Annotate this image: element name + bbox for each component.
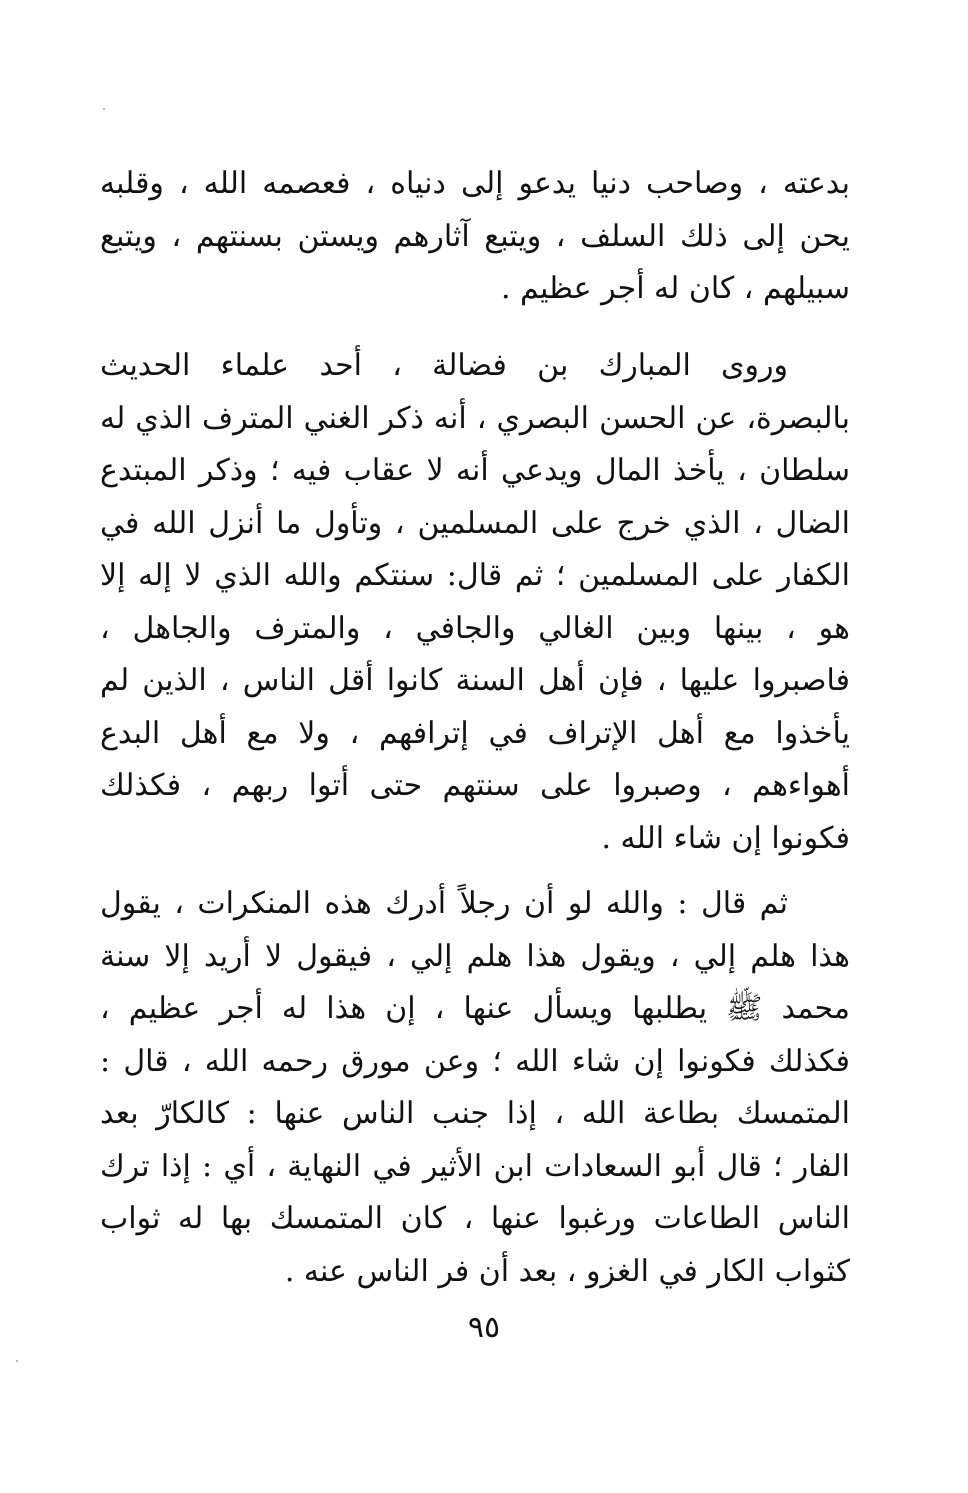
text-line: الناس الطاعات ورغبوا عنها ، كان المتمسك بها له ثواب [100,1201,850,1236]
paragraph-3 [100,878,850,1298]
text-line: هو ، بينها وبين الغالي والجافي ، والمترف والجاهل ، [100,610,850,646]
text-line: يحن إلى ذلك السلف ، ويتبع آثارهم ويستن بسنتهم ، ويتبع [100,218,850,254]
text-line: سبيلهم ، كان له أجر عظيم . [500,271,850,306]
text-line: هذا هلم إلي ، ويقول هذا هلم إلي ، فيقول لا أريد إلا سنة [100,938,850,974]
paragraph-2 [100,340,850,865]
text-line: المتمسك بطاعة الله ، إذا جنب الناس عنها : كالكارّ بعد [100,1096,850,1131]
text-line: بالبصرة، عن الحسن البصري ، أنه ذكر الغني المترف الذي له [100,400,850,436]
text-line: ثم قال : والله لو أن رجلاً أدرك هذه المنكرات ، يقول [100,886,788,921]
text-line: يأخذوا مع أهل الإتراف في إترافهم ، ولا مع أهل البدع [100,715,850,751]
text-line: أهواءهم ، وصبروا على سنتهم حتى أتوا ربهم ، فكذلك [100,768,850,803]
page-number: ٩٥ [467,1310,501,1345]
text-line: سلطان ، يأخذ المال ويدعي أنه لا عقاب فيه ؛ وذكر المبتدع [100,453,850,488]
scan-speck [16,1360,18,1362]
scan-speck [103,108,105,110]
text-line: محمد ﷺ يطلبها ويسأل عنها ، إن هذا له أجر عظيم ، [100,991,850,1026]
text-line: الكفار على المسلمين ؛ ثم قال: سنتكم والله الذي لا إله إلا [100,558,850,593]
text-line: الضال ، الذي خرج على المسلمين ، وتأول ما أنزل الله في [100,505,850,541]
text-line: فاصبروا عليها ، فإن أهل السنة كانوا أقل الناس ، الذين لم [100,663,850,698]
text-line: كثواب الكار في الغزو ، بعد أن فر الناس عنه . [284,1253,850,1289]
text-line: وروى المبارك بن فضالة ، أحد علماء الحديث [100,348,788,383]
text-line: الفار ؛ قال أبو السعادات ابن الأثير في النهاية ، أي : إذا ترك [100,1148,850,1184]
text-line: فكذلك فكونوا إن شاء الله ؛ وعن مورق رحمه الله ، قال : [100,1043,850,1079]
paragraph-1 [100,158,850,316]
text-line: فكونوا إن شاء الله . [601,820,850,856]
text-line: بدعته ، وصاحب دنيا يدعو إلى دنياه ، فعصمه الله ، وقلبه [100,166,850,201]
